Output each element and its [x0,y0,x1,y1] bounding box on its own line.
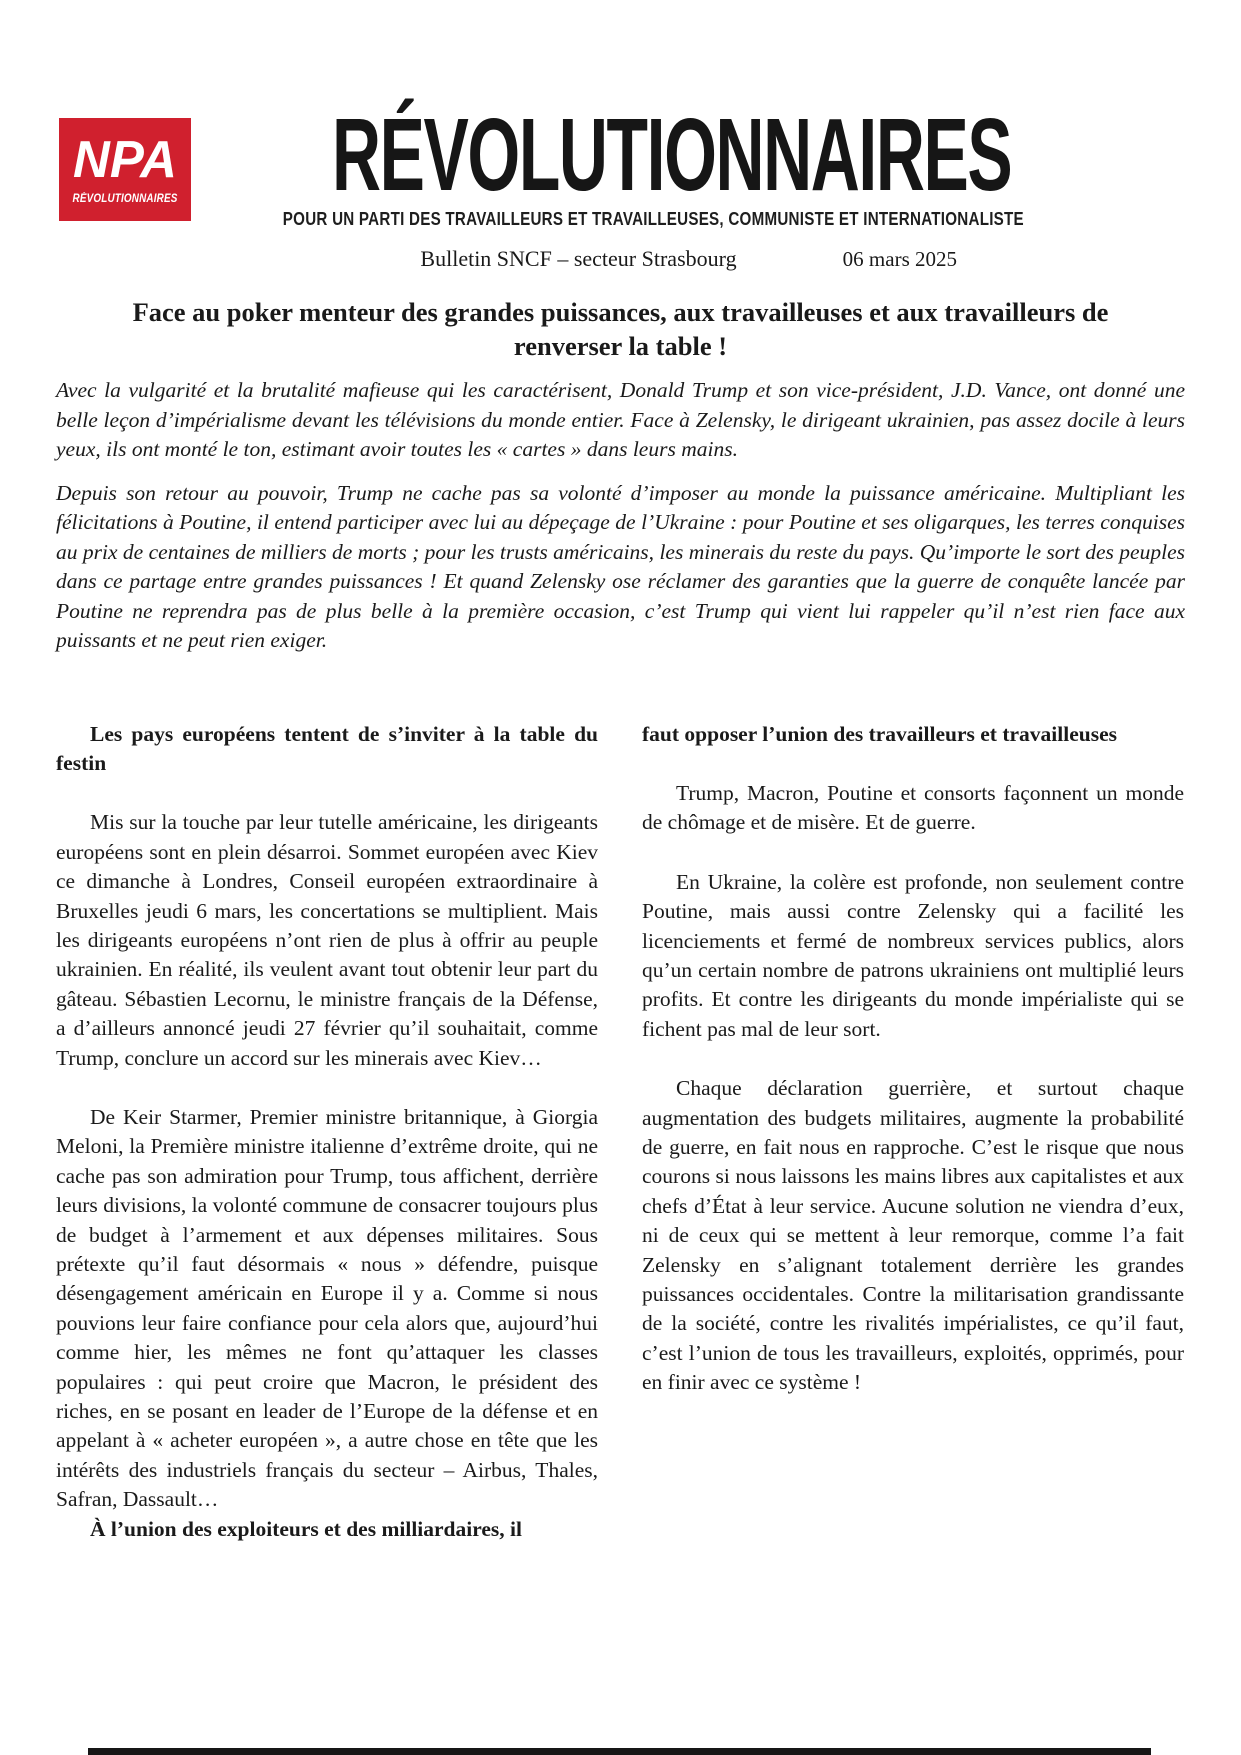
npa-logo [59,118,191,221]
body-paragraph: Trump, Macron, Poutine et consorts façonnent un monde de chômage et de misère. Et de guerre. [642,780,1184,835]
footer-scan-bar [88,1748,1151,1755]
section-heading-union-continuation: faut opposer l’union des travailleurs et travailleuses [642,721,1117,746]
masthead-header [56,0,1185,229]
masthead-title: RÉVOLUTIONNAIRES [332,96,1012,213]
headline: Face au poker menteur des grandes puissances, aux travailleuses et aux travailleurs de renverser la table ! [132,297,1109,361]
two-column-body [56,720,1185,1545]
body-paragraph: Chaque déclaration guerrière, et surtout chaque augmentation des budgets militaires, augmente la probabilité de guerre, en fait nous en rapproche. C’est le risque que nous courons si nous laissons les mains libres aux capitalistes et aux chefs d’État à leur service. Aucune solution ne viendra d’eux, ni de ceux qui se mettent à leur remorque, comme l’a fait Zelensky en s’alignant totalement derrière les grandes puissances occidentales. Contre la militarisation grandissante de la société, contre les rivalités impérialistes, ce qu’il faut, c’est l’union de tous les travailleurs, exploités, opprimés, pour en finir avec ce système ! [642,1076,1184,1395]
intro-paragraph: Avec la vulgarité et la brutalité mafieuse qui les caractérisent, Donald Trump et son vice-président, J.D. Vance, ont donné une belle leçon d’impérialisme devant les télévisions du monde entier. Face à Zelensky, le dirigeant ukrainien, pas assez docile à leurs yeux, ils ont monté le ton, estimant avoir toutes les « cartes » dans leurs mains. [56,378,1185,461]
intro-lede [56,376,1185,656]
npa-logo-acronym: NPA [73,131,177,189]
body-paragraph: Mis sur la touche par leur tutelle américaine, les dirigeants européens sont en plein désarroi. Sommet européen avec Kiev ce dimanche à Londres, Conseil européen extraordinaire à Bruxelles jeudi 6 mars, les concertations se multiplient. Mais les dirigeants européens n’ont rien de plus à offrir au peuple ukrainien. En réalité, ils veulent avant tout obtenir leur part du gâteau. Sébastien Lecornu, le ministre français de la Défense, a d’ailleurs annoncé jeudi 27 février qu’il souhaitait, comme Trump, conclure un accord sur les minerais avec Kiev… [56,810,598,1070]
bulletin-label: Bulletin SNCF – secteur Strasbourg [420,246,737,271]
body-paragraph: De Keir Starmer, Premier ministre britannique, à Giorgia Meloni, la Première ministre italienne d’extrême droite, qui ne cache pas son admiration pour Trump, tous affichent, derrière leurs divisions, la volonté commune de consacrer toujours plus de budget à l’armement et aux dépenses militaires. Sous prétexte qu’il faut désormais « nous » défendre, puisque désengagement américain en Europe il y a. Comme si nous pouvions leur faire confiance pour cela alors que, aujourd’hui comme hier, les mêmes ne font qu’attaquer les classes populaires : qui peut croire que Macron, le président des riches, en se posant en leader de l’Europe de la défense et en appelant à « acheter européen », a autre chose en tête que les intérêts des industriels français du secteur – Airbus, Thales, Safran, Dassault… [56,1104,598,1512]
section-heading-union-start: À l’union des exploiteurs et des milliardaires, il [90,1516,522,1541]
masthead [209,96,1029,229]
masthead-subtitle: POUR UN PARTI DES TRAVAILLEURS ET TRAVAILLEUSES, COMMUNISTE ET INTERNATIONALISTE [282,208,1024,229]
npa-logo-label: RÉVOLUTIONNAIRES [72,193,178,205]
body-paragraph: En Ukraine, la colère est profonde, non seulement contre Poutine, mais aussi contre Zelensky qui a facilité les licenciements et fermé de nombreux services publics, alors qu’un certain nombre de patrons ukrainiens ont multiplié leurs profits. Et contre les dirigeants du monde impérialiste qui se fichent pas mal de leur sort. [642,869,1184,1041]
issue-line [56,246,1185,274]
left-column [56,720,598,1545]
section-heading-europe: Les pays européens tentent de s’inviter à la table du festin [56,721,598,775]
intro-paragraph: Depuis son retour au pouvoir, Trump ne cache pas sa volonté d’imposer au monde la puissance américaine. Multipliant les félicitations à Poutine, il entend participer avec lui au dépeçage de l’Ukraine : pour Poutine et ses oligarques, les terres conquises au prix de centaines de milliers de morts ; pour les trusts américains, les minerais du reste du pays. Qu’importe le sort des peuples dans ce partage entre grandes puissances ! Et quand Zelensky ose réclamer des garanties que la guerre de conquête lancée par Poutine ne reprendra pas de plus belle à la première occasion, c’est Trump qui vient lui rappeler qu’il n’est rien face aux puissants et ne peut rien exiger. [56,480,1185,652]
right-column [642,720,1184,1545]
issue-date: 06 mars 2025 [842,247,957,271]
